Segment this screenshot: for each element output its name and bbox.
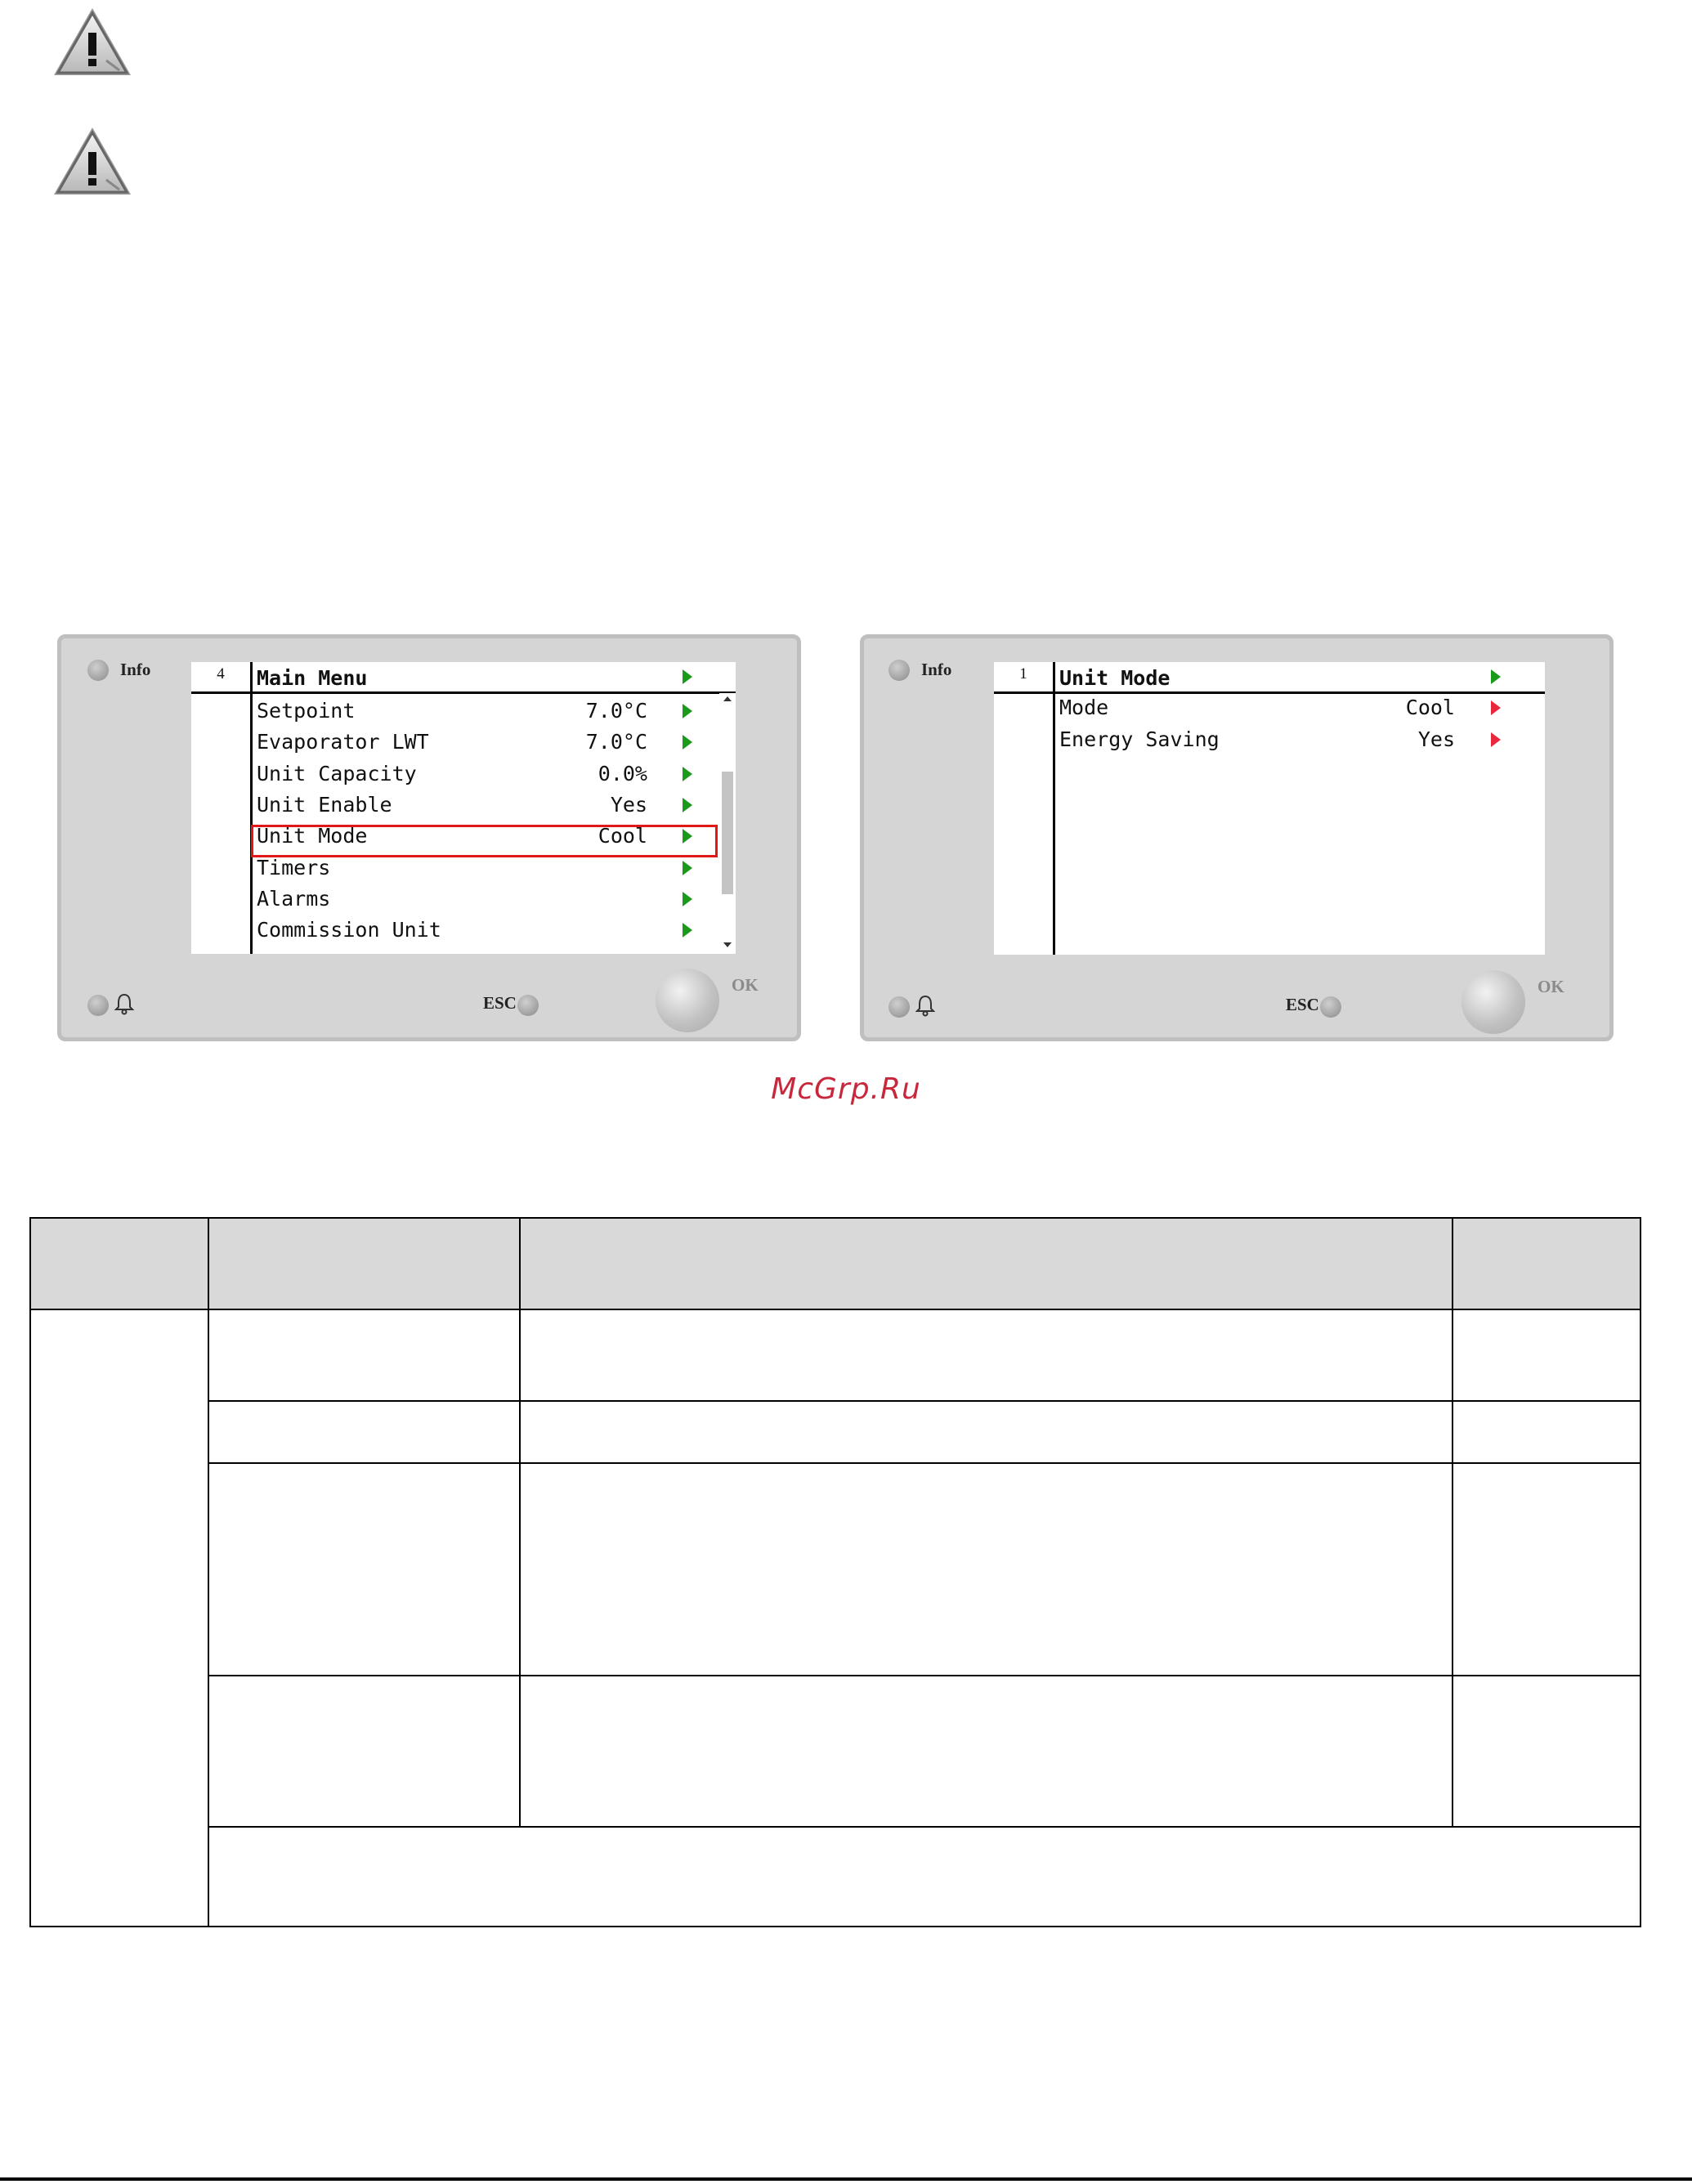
alarm-led-button[interactable] <box>889 996 910 1018</box>
menu-item-value: 0.0% <box>598 761 647 785</box>
ok-label: OK <box>1538 977 1564 996</box>
lcd-screen <box>994 662 1545 955</box>
settings-table <box>29 1217 1641 1927</box>
alarm-led-button[interactable] <box>87 995 109 1016</box>
nav-arrow-icon[interactable] <box>683 735 692 750</box>
menu-item-value: Cool <box>598 824 647 848</box>
table-border <box>29 1217 1641 1219</box>
menu-item-value: Yes <box>610 792 647 817</box>
screen-title: Main Menu <box>257 666 368 690</box>
bell-icon <box>112 991 137 1016</box>
scroll-down-icon[interactable] <box>723 942 732 947</box>
menu-item-value: 7.0°C <box>585 699 647 723</box>
menu-item-label[interactable]: Commission Unit <box>257 918 441 942</box>
menu-item-label[interactable]: Unit Capacity <box>257 761 417 785</box>
divider <box>1053 662 1055 955</box>
page-bottom-rule <box>0 2177 1692 2181</box>
warning-icon <box>49 3 136 82</box>
info-label: Info <box>120 660 151 679</box>
menu-item-value: Cool <box>1405 696 1455 719</box>
table-border <box>1640 1217 1641 1927</box>
menu-item-value: 7.0°C <box>585 730 647 754</box>
info-label: Info <box>921 660 952 679</box>
nav-arrow-icon[interactable] <box>683 892 692 906</box>
nav-arrow-icon[interactable] <box>683 669 692 684</box>
scrollbar[interactable] <box>719 693 736 954</box>
table-grid-line <box>208 1217 209 1927</box>
nav-arrow-icon[interactable] <box>683 861 692 875</box>
menu-item-label[interactable]: Mode <box>1059 696 1109 719</box>
edit-arrow-icon[interactable] <box>1491 732 1501 747</box>
table-grid-line <box>208 1400 1641 1402</box>
ok-knob[interactable] <box>656 969 719 1032</box>
nav-arrow-icon[interactable] <box>683 829 692 844</box>
divider <box>250 662 253 954</box>
nav-arrow-icon[interactable] <box>683 767 692 781</box>
table-grid-line <box>208 1462 1641 1464</box>
warning-triangle-icon <box>49 123 136 201</box>
menu-item-label[interactable]: Setpoint <box>257 699 356 723</box>
page-index: 4 <box>217 665 225 682</box>
bell-icon <box>913 993 938 1018</box>
esc-label: ESC <box>1286 995 1319 1014</box>
screen-title: Unit Mode <box>1059 666 1171 690</box>
esc-button[interactable] <box>517 995 539 1016</box>
nav-arrow-icon[interactable] <box>1491 669 1501 684</box>
table-grid-line <box>519 1217 521 1827</box>
scroll-up-icon[interactable] <box>723 696 732 701</box>
table-grid-line <box>29 1309 1641 1310</box>
ok-label: OK <box>732 975 759 995</box>
edit-arrow-icon[interactable] <box>1491 700 1501 715</box>
info-led-button[interactable] <box>87 660 109 681</box>
table-header-row <box>29 1217 1641 1309</box>
table-grid-line <box>208 1826 1641 1828</box>
page-index: 1 <box>1019 665 1027 682</box>
table-border <box>29 1217 31 1927</box>
menu-item-label[interactable]: Alarms <box>257 886 331 911</box>
watermark: McGrp.Ru <box>771 1072 921 1106</box>
menu-item-label[interactable]: Timers <box>257 855 331 879</box>
menu-item-value: Yes <box>1417 727 1455 751</box>
nav-arrow-icon[interactable] <box>683 798 692 812</box>
menu-item-label[interactable]: Evaporator LWT <box>257 730 429 754</box>
menu-item-label[interactable]: Unit Mode <box>257 824 368 848</box>
warning-icon <box>49 123 136 201</box>
ok-knob[interactable] <box>1461 970 1525 1034</box>
menu-item-label[interactable]: Energy Saving <box>1059 727 1220 751</box>
esc-button[interactable] <box>1320 996 1341 1018</box>
nav-arrow-icon[interactable] <box>683 923 692 938</box>
info-led-button[interactable] <box>889 660 910 681</box>
lcd-screen <box>191 662 736 954</box>
hmi-panel-main-menu <box>57 634 801 1041</box>
hmi-panel-unit-mode <box>860 634 1614 1041</box>
esc-label: ESC <box>483 993 517 1013</box>
table-grid-line <box>1452 1217 1453 1827</box>
warning-triangle-icon <box>49 3 136 82</box>
table-border <box>29 1926 1641 1927</box>
menu-item-label[interactable]: Unit Enable <box>257 792 392 817</box>
table-grid-line <box>208 1675 1641 1676</box>
divider <box>191 691 736 694</box>
nav-arrow-icon[interactable] <box>683 704 692 718</box>
scroll-thumb[interactable] <box>722 772 733 894</box>
